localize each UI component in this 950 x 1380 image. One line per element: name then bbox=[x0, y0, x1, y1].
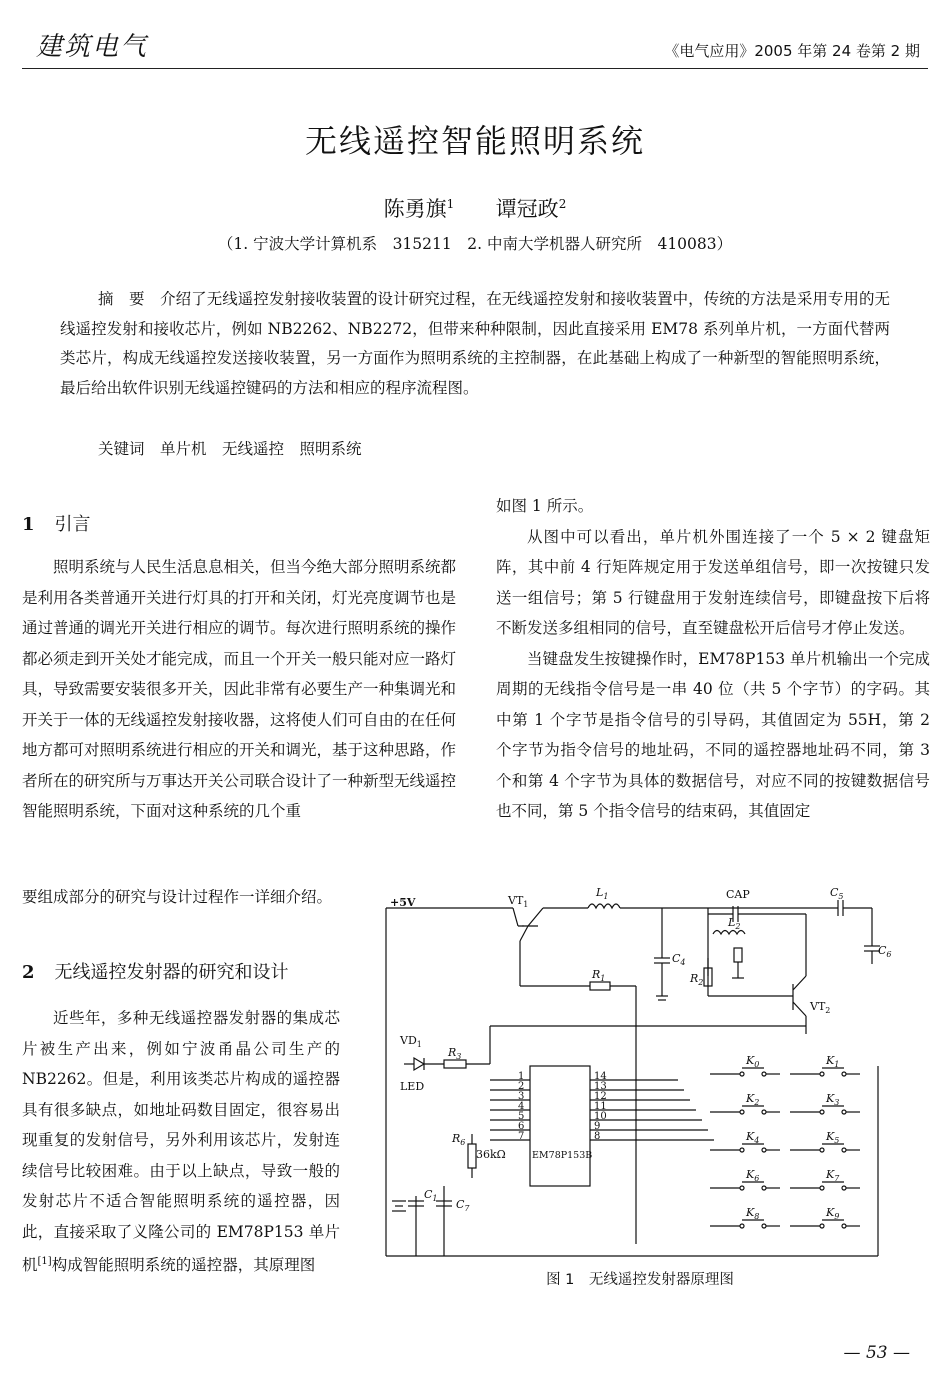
right-column bbox=[496, 491, 930, 827]
left-column-lower bbox=[22, 882, 340, 913]
r6-value: 36kΩ bbox=[476, 1148, 506, 1161]
r6-label: $R_6$ bbox=[452, 1132, 466, 1147]
header-rule bbox=[22, 68, 928, 69]
chip-pin-right-13: 13 bbox=[594, 1081, 607, 1092]
chip-pin-right-8: 8 bbox=[594, 1131, 601, 1142]
section-1-paragraph: 照明系统与人民生活息息相关，但当今绝大部分照明系统都是利用各类普通开关进行灯具的打开和关闭，灯光亮度调节也是通过普通的调光开关进行相应的调节。每次进行照明系统的操作都必须走到开关处才能完成，而且一个开关一般只能对应一路灯具，导致需要安装很多开关，因此非常有必要生产一种集调光和开关于一体的无线遥控发射接收器，这将使人们可自由的在任何地方都可对照明系统进行相应的开关和调光，基于这种思路，作者所在的研究所与万事达开关公司联合设计了一种新型无线遥控智能照明系统，下面对这种系统的几个重 bbox=[22, 558, 457, 820]
r1-label: $R_1$ bbox=[592, 968, 606, 983]
author-1-affil-mark: 1 bbox=[446, 197, 455, 211]
figure-ref-line: 如图 1 所示。 bbox=[496, 497, 594, 515]
affiliation: （1. 宁波大学计算机系 315211 2. 中南大学机器人研究所 410083） bbox=[217, 235, 733, 253]
chip-pin-right-14: 14 bbox=[594, 1071, 607, 1082]
section-2-text: 近些年，多种无线遥控器发射器的集成芯片被生产出来，例如宁波甬晶公司生产的 NB2262。但是，利用该类芯片构成的遥控器具有很多缺点，如地址码数目固定，很容易出现重复的发射信号，另外利用该芯片，发射连续信号比较困难。由于以上缺点，导致一般的发射芯片不适合智能照明系统的遥控器，因此，直接采取了义隆公司的 EM78P153 单片机 bbox=[22, 1009, 340, 1275]
citation-1: [1] bbox=[37, 1256, 52, 1267]
key-label-1: $K_1$ bbox=[826, 1054, 840, 1069]
chip-pin-left-5: 5 bbox=[518, 1111, 525, 1122]
section-header: 建筑电气 bbox=[36, 32, 149, 62]
section-2-heading bbox=[22, 958, 289, 984]
c7-label: $C_7$ bbox=[456, 1198, 470, 1213]
journal-info: 《电气应用》2005 年第 24 卷第 2 期 bbox=[664, 42, 920, 60]
c6-label: $C_6$ bbox=[878, 944, 892, 959]
chip-pin-left-3: 3 bbox=[518, 1091, 525, 1102]
chip-left-pins bbox=[490, 1071, 530, 1142]
abstract: 摘 要 介绍了无线遥控发射接收装置的设计研究过程，在无线遥控发射和接收装置中，传统的方法是采用专用的无线遥控发射和接收芯片，例如 NB2262、NB2272，但带来种种限制，因此直接采用 EM78 系列单片机，一方面代替两类芯片，构成无线遥控发送接收装置，另一方面作为照明系统的主控制器，在此基础上构成了一种新型的智能照明系统，最后给出软件识别无线遥控键码的方法和相应的程序流程图。 bbox=[60, 290, 890, 397]
right-paragraph-1: 从图中可以看出，单片机外围连接了一个 5 × 2 键盘矩阵，其中前 4 行矩阵规定用于发送单组信号，即一次按键只发送一组信号；第 5 行键盘用于发射连续信号，即键盘按下后将不断发送多组相同的信号，直至键盘松开后信号才停止发送。 bbox=[496, 527, 930, 637]
section-1-heading bbox=[22, 510, 91, 536]
section-2-text-end: 构成智能照明系统的遥控器，其原理图 bbox=[51, 1256, 316, 1275]
chip-pin-left-7: 7 bbox=[518, 1131, 525, 1142]
left-column-upper bbox=[22, 552, 456, 827]
chip-pin-right-12: 12 bbox=[594, 1091, 607, 1102]
author-2-affil-mark: 2 bbox=[558, 197, 567, 211]
key-label-2: $K_2$ bbox=[746, 1092, 760, 1107]
key-label-4: $K_4$ bbox=[746, 1130, 760, 1145]
section-1-number: 1 bbox=[22, 514, 35, 535]
key-label-0: $K_0$ bbox=[746, 1054, 760, 1069]
chip-pin-left-4: 4 bbox=[518, 1101, 525, 1112]
section-2-number: 2 bbox=[22, 962, 35, 983]
section-2-body bbox=[22, 1003, 340, 1281]
chip-pin-left-1: 1 bbox=[518, 1071, 525, 1082]
c1-label: $C_1$ bbox=[424, 1188, 438, 1203]
chip-right-pins bbox=[590, 1071, 714, 1142]
section-1-title: 引言 bbox=[54, 514, 91, 535]
vd1-label: $VD_1$ bbox=[400, 1034, 422, 1049]
key-label-3: $K_3$ bbox=[826, 1092, 840, 1107]
chip-pin-right-11: 11 bbox=[594, 1101, 607, 1112]
c4-label: $C_4$ bbox=[672, 952, 686, 967]
l2-label: $L_2$ bbox=[728, 916, 741, 931]
right-paragraph-2: 当键盘发生按键操作时，EM78P153 单片机输出一个完成周期的无线指令信号是一串 40 位（共 5 个字节）的字码。其中第 1 个字节是指令信号的引导码，其值固定为 55H，第 2 个字节为指令信号的地址码，不同的遥控器地址码不同，第 3 个和第 4 个字节为具体的数据信号，对应不同的按键数据信号也不同，第 5 个指令信号的结束码，其值固定 bbox=[496, 649, 930, 820]
author-2: 谭冠政 bbox=[495, 197, 559, 221]
chip-pin-left-6: 6 bbox=[518, 1121, 525, 1132]
vt2-label: $VT_2$ bbox=[810, 1000, 831, 1015]
paper-title: 无线遥控智能照明系统 bbox=[304, 122, 645, 160]
chip-pin-left-2: 2 bbox=[518, 1081, 525, 1092]
chip-label: EM78P153B bbox=[532, 1150, 593, 1161]
chip-pin-right-10: 10 bbox=[594, 1111, 607, 1122]
key-label-8: $K_8$ bbox=[746, 1206, 760, 1221]
section-2-title: 无线遥控发射器的研究和设计 bbox=[54, 962, 289, 983]
section-1-paragraph-end: 要组成部分的研究与设计过程作一详细介绍。 bbox=[22, 888, 333, 906]
key-matrix bbox=[710, 1054, 860, 1228]
key-label-9: $K_9$ bbox=[826, 1206, 840, 1221]
author-line bbox=[0, 193, 950, 223]
r3-label: $R_3$ bbox=[448, 1046, 462, 1061]
circuit-schematic bbox=[378, 886, 902, 1258]
keywords: 关键词 单片机 无线遥控 照明系统 bbox=[98, 440, 362, 458]
key-label-6: $K_6$ bbox=[746, 1168, 760, 1183]
led-label: LED bbox=[400, 1080, 425, 1093]
chip-pin-right-9: 9 bbox=[594, 1121, 601, 1132]
vt1-label: $VT_1$ bbox=[508, 894, 529, 909]
author-1: 陈勇旗 bbox=[383, 197, 447, 221]
c5-label: $C_5$ bbox=[830, 886, 844, 901]
r2-label: $R_2$ bbox=[690, 972, 704, 987]
figure-caption: 图 1 无线遥控发射器原理图 bbox=[546, 1272, 734, 1288]
vcc-label: +5V bbox=[390, 896, 416, 909]
section-2-paragraph bbox=[22, 1003, 340, 1281]
cap-label: CAP bbox=[726, 888, 750, 901]
l1-label: $L_1$ bbox=[596, 886, 609, 901]
key-label-5: $K_5$ bbox=[826, 1130, 840, 1145]
page-number: — 53 — bbox=[843, 1343, 910, 1363]
key-label-7: $K_7$ bbox=[826, 1168, 840, 1183]
